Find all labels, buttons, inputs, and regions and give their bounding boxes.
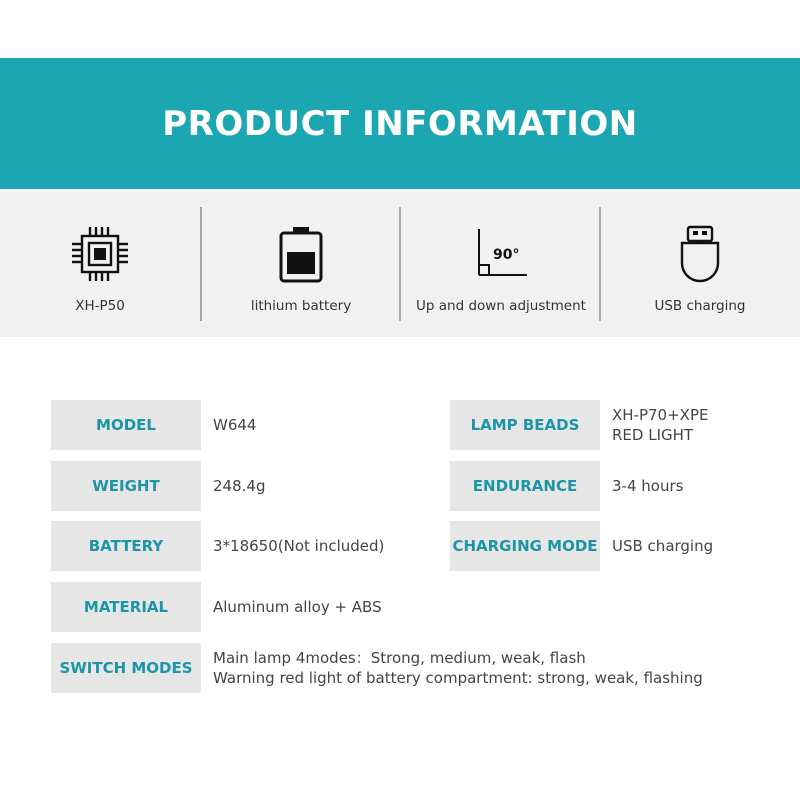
spec-label-material: MATERIAL xyxy=(51,582,201,632)
spec-label-model: MODEL xyxy=(51,400,201,450)
page-title: PRODUCT INFORMATION xyxy=(162,103,638,144)
spec-label-charging-mode: CHARGING MODE xyxy=(450,521,600,571)
feature-label-battery: lithium battery xyxy=(250,298,352,314)
feature-battery xyxy=(201,189,401,337)
spec-value-charging-mode: USB charging xyxy=(612,537,714,555)
spec-value-lamp-beads-line1: XH-P70+XPE xyxy=(612,406,709,424)
usb-icon xyxy=(677,225,723,283)
spec-value-switch-modes-line1: Main lamp 4modes：Strong, medium, weak, flash xyxy=(213,649,586,667)
feature-angle xyxy=(401,189,601,337)
angle-icon xyxy=(471,225,531,283)
spec-value-weight: 248.4g xyxy=(213,477,266,495)
spec-value-material: Aluminum alloy + ABS xyxy=(213,598,382,616)
chip-icon xyxy=(68,225,132,283)
spec-value-switch-modes-line2: Warning red light of battery compartment: strong, weak, flashing xyxy=(213,669,703,687)
feature-label-chip: XH-P50 xyxy=(75,298,125,314)
spec-label-lamp-beads: LAMP BEADS xyxy=(450,400,600,450)
battery-icon xyxy=(278,225,324,283)
feature-label-angle: Up and down adjustment xyxy=(416,298,586,314)
spec-label-switch-modes: SWITCH MODES xyxy=(51,643,201,693)
spec-label-battery: BATTERY xyxy=(51,521,201,571)
feature-usb xyxy=(600,189,800,337)
feature-strip xyxy=(0,189,800,337)
spec-value-model: W644 xyxy=(213,416,257,434)
spec-value-battery: 3*18650(Not included) xyxy=(213,537,385,555)
spec-label-endurance: ENDURANCE xyxy=(450,461,600,511)
spec-value-lamp-beads-line2: RED LIGHT xyxy=(612,426,694,444)
angle-label: 90° xyxy=(493,247,520,263)
spec-value-endurance: 3-4 hours xyxy=(612,477,684,495)
spec-label-weight: WEIGHT xyxy=(51,461,201,511)
feature-chip xyxy=(0,189,200,337)
header-banner xyxy=(0,58,800,189)
feature-label-usb: USB charging xyxy=(654,298,746,314)
